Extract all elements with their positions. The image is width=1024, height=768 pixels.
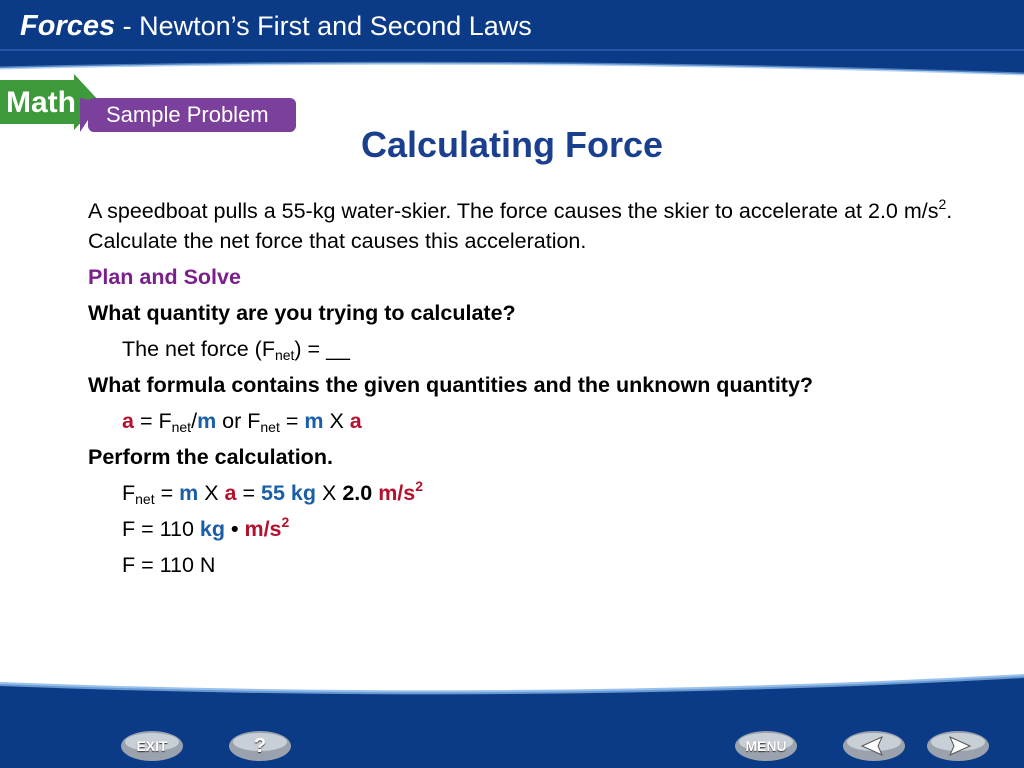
chapter-title: Forces [20,10,116,42]
question-2: What formula contains the given quantities and the unknown quantity? [88,373,814,397]
math-label: Math [6,86,76,119]
problem-statement: A speedboat pulls a 55-kg water-skier. The force causes the skier to accelerate at 2.0 $m/s^2$. Calculate the net force that causes this acceleration. [88,196,953,253]
menu-label: MENU [745,738,787,754]
question-3: Perform the calculation. [88,445,333,469]
plan-and-solve-heading: Plan and Solve [88,265,241,289]
calculation-line-1: $F_{net} = m$ X a = 55 kg X 2.0 $m/s^2$ [122,478,424,507]
menu-button[interactable] [734,730,798,762]
answer-1: The net force $(F_{net})$ = __ [122,337,350,363]
next-button[interactable] [926,730,990,762]
question-1: What quantity are you trying to calculate? [88,301,516,325]
section-subtitle: - Newton’s First and Second Laws [115,11,532,41]
arrow-left-icon [842,730,906,762]
formula-line: $a = F_{net}/m$ or $F_{net} = m$ X a [122,409,362,435]
problem-content [88,196,968,586]
calculation-result: F = 110 N [122,553,216,577]
slide-header [20,10,532,43]
sample-problem-label: Sample Problem [106,102,269,127]
help-button[interactable] [228,730,292,762]
slide-title: Calculating Force [360,124,664,165]
exit-button[interactable] [120,730,184,762]
calculation-line-2: F = 110 kg • $m/s^2$ [122,514,290,541]
exit-label: EXIT [136,738,168,754]
previous-button[interactable] [842,730,906,762]
help-icon: ? [253,735,267,757]
arrow-right-icon [926,730,990,762]
